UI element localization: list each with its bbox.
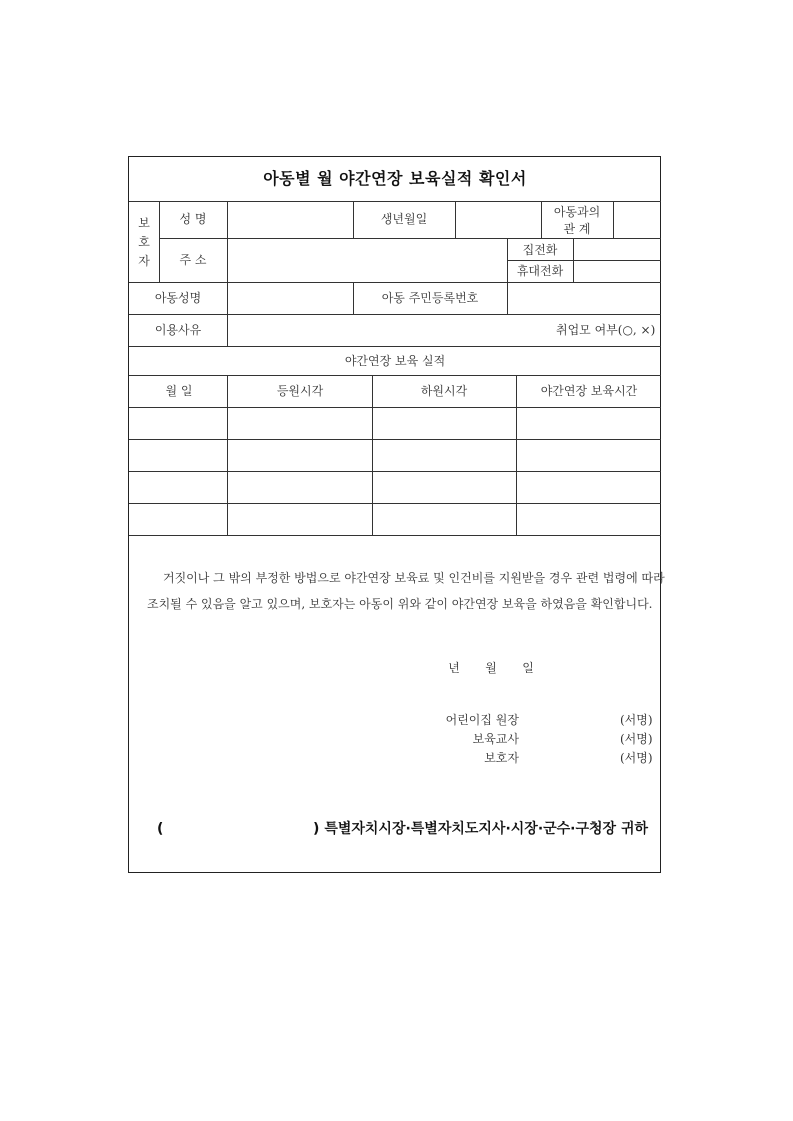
relation-label: 아동과의 bbox=[553, 205, 601, 219]
divider bbox=[159, 201, 160, 282]
signature-mark[interactable]: (서명) bbox=[620, 732, 653, 746]
relation-label: 관 계 bbox=[563, 222, 591, 236]
birth-date-label: 생년월일 bbox=[380, 212, 428, 226]
signature-mark[interactable]: (서명) bbox=[620, 713, 653, 727]
date-day-label: 일 bbox=[522, 661, 534, 675]
divider bbox=[129, 201, 661, 202]
column-header-arrival: 등원시각 bbox=[276, 384, 324, 398]
table-row[interactable] bbox=[129, 440, 661, 470]
address-label: 주 소 bbox=[179, 253, 207, 267]
jurisdiction-field[interactable] bbox=[168, 820, 298, 840]
child-rrn-field[interactable] bbox=[508, 283, 660, 313]
date-month-label: 월 bbox=[485, 661, 497, 675]
divider bbox=[353, 282, 354, 314]
declaration-line: 거짓이나 그 밖의 부정한 방법으로 야간연장 보육료 및 인건비를 지원받을 경우 관련 법령에 따라 bbox=[163, 571, 665, 585]
usage-reason-label: 이용사유 bbox=[154, 323, 202, 337]
record-section-title: 야간연장 보육 실적 bbox=[344, 354, 446, 368]
guardian-group-char: 호 bbox=[138, 235, 150, 249]
guardian-name-field[interactable] bbox=[228, 202, 352, 237]
address-field[interactable] bbox=[228, 239, 506, 281]
birth-date-field[interactable] bbox=[456, 202, 540, 237]
mobile-phone-field[interactable] bbox=[574, 261, 660, 281]
divider bbox=[129, 535, 661, 536]
divider bbox=[541, 201, 542, 238]
date-year-label: 년 bbox=[448, 661, 460, 675]
footer-addressee: ) 특별자치시장·특별자치도지사·시장·군수·구청장 귀하 bbox=[313, 821, 648, 837]
footer-open-paren: ( bbox=[157, 821, 164, 837]
divider bbox=[353, 201, 354, 238]
column-header-departure: 하원시각 bbox=[420, 384, 468, 398]
table-row[interactable] bbox=[129, 504, 661, 534]
guardian-group-char: 자 bbox=[138, 254, 150, 268]
divider bbox=[507, 238, 508, 282]
table-row[interactable] bbox=[129, 408, 661, 438]
home-phone-field[interactable] bbox=[574, 239, 660, 259]
home-phone-label: 집전화 bbox=[522, 243, 558, 257]
guardian-name-label: 성 명 bbox=[179, 212, 207, 226]
column-header-overtime: 야간연장 보육시간 bbox=[540, 384, 638, 398]
signature-role: 보육교사 bbox=[472, 732, 519, 746]
child-rrn-label: 아동 주민등록번호 bbox=[381, 291, 479, 305]
divider bbox=[129, 375, 661, 376]
employment-status-label: 취업모 여부(○, ×) bbox=[556, 323, 656, 337]
signature-role: 어린이집 원장 bbox=[445, 713, 519, 727]
mobile-phone-label: 휴대전화 bbox=[516, 264, 564, 278]
divider bbox=[129, 346, 661, 347]
child-name-field[interactable] bbox=[228, 283, 352, 313]
relation-field[interactable] bbox=[614, 202, 660, 237]
child-name-label: 아동성명 bbox=[154, 291, 202, 305]
column-header-date: 월 일 bbox=[165, 384, 193, 398]
table-row[interactable] bbox=[129, 472, 661, 502]
signature-mark[interactable]: (서명) bbox=[620, 751, 653, 765]
guardian-group-char: 보 bbox=[138, 216, 150, 230]
form-title: 아동별 월 야간연장 보육실적 확인서 bbox=[263, 169, 527, 188]
declaration-line: 조치될 수 있음을 알고 있으며, 보호자는 아동이 위와 같이 야간연장 보육을 하였음을 확인합니다. bbox=[147, 597, 653, 611]
usage-reason-field[interactable] bbox=[228, 315, 558, 345]
signature-role: 보호자 bbox=[484, 751, 519, 765]
